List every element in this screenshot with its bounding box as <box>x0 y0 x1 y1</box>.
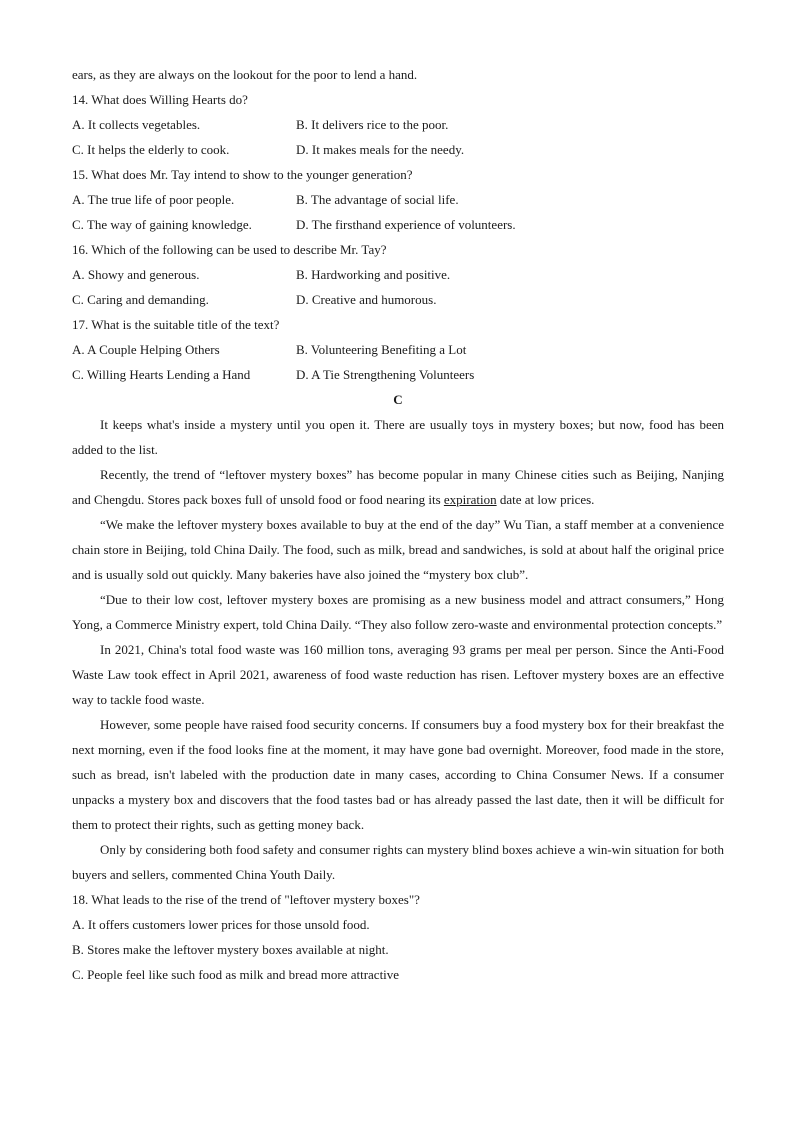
q15-option-a: A. The true life of poor people. <box>72 192 235 207</box>
passage-paragraph-7: Only by considering both food safety and consumer rights can mystery blind boxes achieve a win-win situation for both buyers and sellers, commented China Youth Daily. <box>72 842 724 882</box>
q14-option-b: B. It delivers rice to the poor. <box>296 117 449 132</box>
q16-option-c: C. Caring and demanding. <box>72 292 209 307</box>
passage-paragraph-6: However, some people have raised food security concerns. If consumers buy a food mystery box for their breakfast the next morning, even if the food looks fine at the moment, it may have gone bad overnight. Moreover, food made in the store, such as bread, isn't labeled with the production date in many cases, according to China Consumer News. If a consumer unpacks a mystery box and discovers that the food tastes bad or has already passed the last date, then it will be difficult for them to protect their rights, such as getting money back. <box>72 717 724 832</box>
passage-paragraph-2-start: Recently, the trend of “leftover mystery boxes” has become popular in many Chinese cities such as Beijing, Nanjing and Chengdu. Stores pack boxes full of unsold food or food nearing its <box>72 467 724 507</box>
section-c-title: C <box>393 392 403 407</box>
passage-paragraph-3: “We make the leftover mystery boxes available to buy at the end of the day” Wu Tian, a staff member at a convenience chain store in Beijing, told China Daily. The food, such as milk, bread and sandwiches, is sold at about half the original price and is usually sold out quickly. Many bakeries have also joined the “mystery box club”. <box>72 517 724 582</box>
question-15-options-row-2 <box>72 212 724 237</box>
q14-option-a: A. It collects vegetables. <box>72 117 201 132</box>
q17-option-a: A. A Couple Helping Others <box>72 342 220 357</box>
question-17-stem: 17. What is the suitable title of the text? <box>72 317 280 332</box>
q18-option-a: A. It offers customers lower prices for those unsold food. <box>72 917 370 932</box>
q17-option-c: C. Willing Hearts Lending a Hand <box>72 367 251 382</box>
q14-option-c: C. It helps the elderly to cook. <box>72 142 230 157</box>
question-14-options-row-2 <box>72 137 724 162</box>
passage-paragraph-5: In 2021, China's total food waste was 160 million tons, averaging 93 grams per meal per person. Since the Anti-Food Waste Law took effect in April 2021, awareness of food waste reduction has risen. Leftover mystery boxes are an effective way to tackle food waste. <box>72 642 724 707</box>
question-15-stem: 15. What does Mr. Tay intend to show to the younger generation? <box>72 167 413 182</box>
q15-option-d: D. The firsthand experience of volunteers. <box>296 217 516 232</box>
carryover-line: ears, as they are always on the lookout for the poor to lend a hand. <box>72 67 418 82</box>
q14-option-d: D. It makes meals for the needy. <box>296 142 465 157</box>
passage-paragraph-1: It keeps what's inside a mystery until you open it. There are usually toys in mystery boxes; but now, food has been added to the list. <box>72 417 724 457</box>
underlined-word-expiration: expiration <box>443 492 497 507</box>
question-17-options-row-1 <box>72 337 724 362</box>
question-16-stem: 16. Which of the following can be used to describe Mr. Tay? <box>72 242 387 257</box>
q18-option-c: C. People feel like such food as milk and bread more attractive <box>72 967 400 982</box>
question-14-options-row-1 <box>72 112 724 137</box>
question-14-stem: 14. What does Willing Hearts do? <box>72 92 248 107</box>
passage-paragraph-4: “Due to their low cost, leftover mystery boxes are promising as a new business model and attract consumers,” Hong Yong, a Commerce Ministry expert, told China Daily. “They also follow zero-waste and environmental protection concepts.” <box>72 592 724 632</box>
document-page <box>72 62 724 987</box>
q16-option-a: A. Showy and generous. <box>72 267 200 282</box>
question-15-options-row-1 <box>72 187 724 212</box>
q15-option-c: C. The way of gaining knowledge. <box>72 217 252 232</box>
question-18-stem: 18. What leads to the rise of the trend of "leftover mystery boxes"? <box>72 892 420 907</box>
passage-paragraph-2 <box>72 462 724 512</box>
question-17-options-row-2 <box>72 362 724 387</box>
passage-paragraph-2-end: date at low prices. <box>496 492 595 507</box>
q15-option-b: B. The advantage of social life. <box>296 192 459 207</box>
q17-option-b: B. Volunteering Benefiting a Lot <box>296 342 467 357</box>
q16-option-b: B. Hardworking and positive. <box>296 267 451 282</box>
q17-option-d: D. A Tie Strengthening Volunteers <box>296 367 475 382</box>
question-16-options-row-1 <box>72 262 724 287</box>
question-16-options-row-2 <box>72 287 724 312</box>
q18-option-b: B. Stores make the leftover mystery boxes available at night. <box>72 942 389 957</box>
q16-option-d: D. Creative and humorous. <box>296 292 437 307</box>
